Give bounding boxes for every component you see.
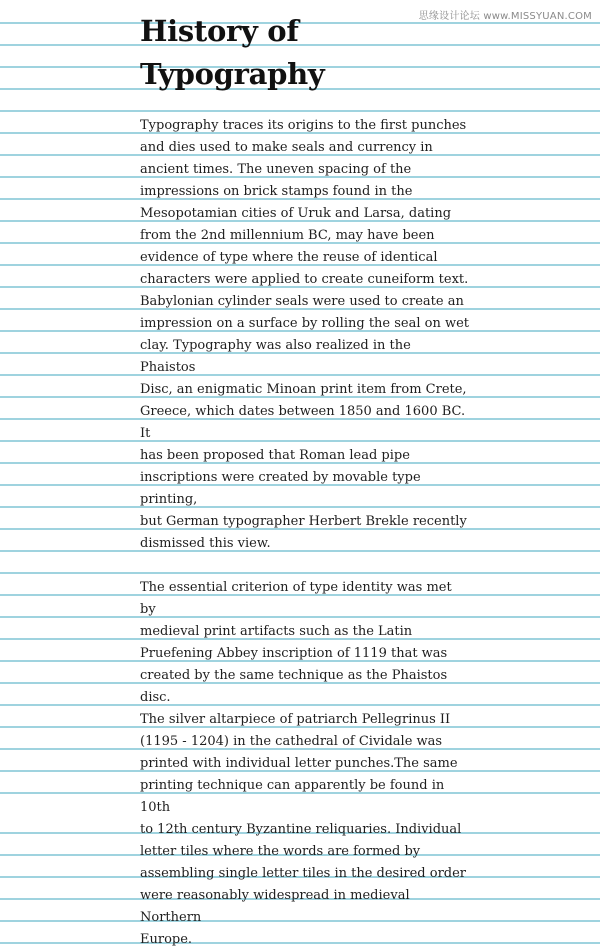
paragraph-2: The essential criterion of type identity was met by medieval print artifacts such as the Latin Pruefening Abbey inscription of 1119 that was created by the same technique as the Phaistos disc. The silver altarpiece of patriarch Pellegrinus II (1195 - 1204) in the cathedral of Cividale was printed with individual letter punches.The same printing technique can apparently be found in 10th to 12th century Byzantine reliquaries. Individual letter tiles where the words are formed by assembling single letter tiles in the desired order were reasonably widespread in medieval Northern Europe. bbox=[140, 580, 467, 947]
page-title: History of Typography bbox=[140, 14, 325, 91]
watermark-text: 思缘设计论坛 www.MISSYUAN.COM bbox=[418, 11, 592, 22]
paragraph-1: Typography traces its origins to the first punches and dies used to make seals and currency in ancient times. The uneven spacing of the impressions on brick stamps found in the Mesopotamian cities of Uruk and Larsa, dating from the 2nd millennium BC, may have been evidence of type where the reuse of identical characters were applied to create cuneiform text. Babylonian cylinder seals were used to create an impression on a surface by rolling the seal on wet clay. Typography was also realized in the Phaistos Disc, an enigmatic Minoan print item from Crete, Greece, which dates between 1850 and 1600 BC. It has been proposed that Roman lead pipe inscriptions were created by movable type printing, but German typographer Herbert Brekle recently dismissed this view. bbox=[140, 118, 470, 551]
